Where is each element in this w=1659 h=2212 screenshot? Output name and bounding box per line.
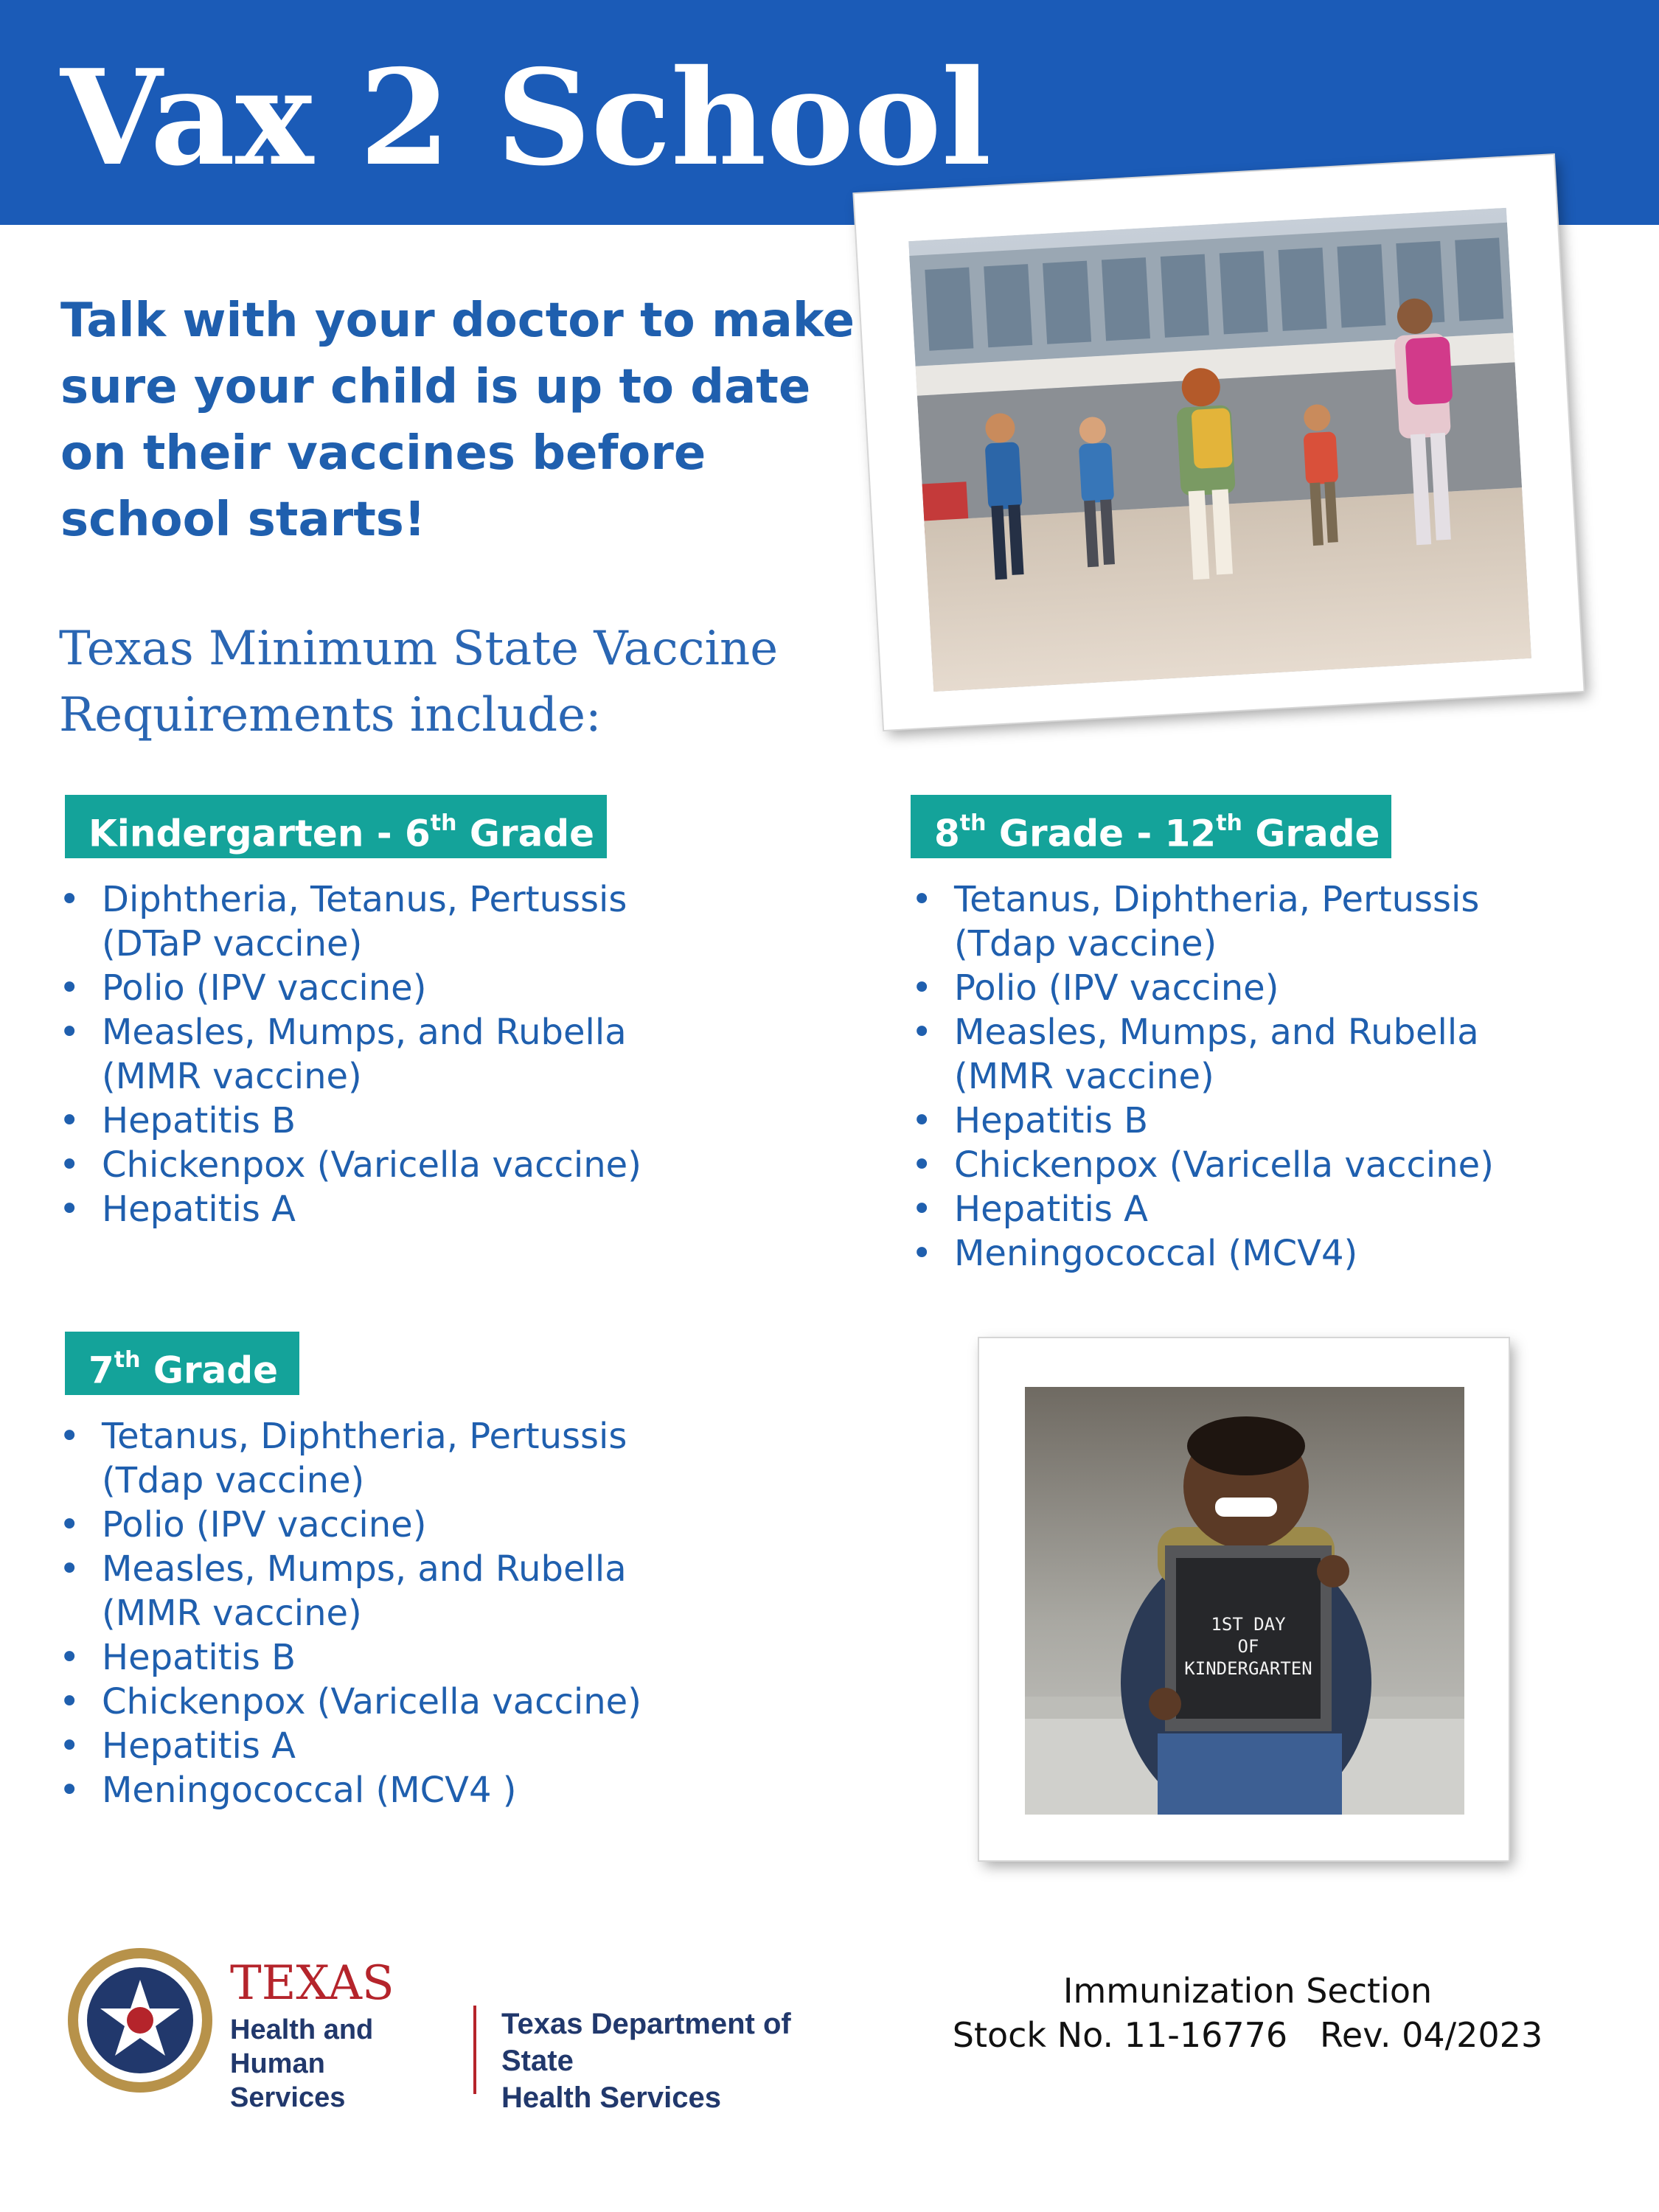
list-item: • Polio (IPV vaccine) — [59, 967, 427, 1009]
bullet-icon: • — [59, 1189, 80, 1230]
list-item: • Polio (IPV vaccine) — [911, 967, 1279, 1009]
requirements-heading: Texas Minimum State Vaccine Requirements include: — [59, 622, 779, 742]
photo-students-running — [908, 208, 1531, 692]
sign-line2: OF — [1237, 1636, 1259, 1657]
bullet-icon: • — [59, 1012, 80, 1053]
list-item: • Hepatitis B — [59, 1100, 296, 1141]
bullet-icon: • — [59, 1100, 80, 1141]
footer-info — [901, 1969, 1594, 2057]
sign-line1: 1ST DAY — [1211, 1614, 1286, 1635]
bullet-icon: • — [59, 967, 80, 1009]
list-item: • Chickenpox (Varicella vaccine) — [59, 1681, 641, 1722]
list-item: • Tetanus, Diphtheria, Pertussis (Tdap vaccine) — [911, 879, 1480, 964]
list-item: • Polio (IPV vaccine) — [59, 1504, 427, 1545]
bullet-icon: • — [59, 1681, 80, 1722]
footer-logos — [66, 1939, 863, 2114]
list-item: • Hepatitis A — [911, 1189, 1148, 1230]
logo-dshs-text: Texas Department of State Health Services — [501, 2008, 791, 2114]
list-item: • Hepatitis B — [911, 1100, 1149, 1141]
list-item: • Diphtheria, Tetanus, Pertussis (DTaP vaccine) — [59, 879, 627, 964]
bullet-icon: • — [59, 1416, 80, 1457]
photo-kindergartener-frame — [979, 1338, 1509, 1860]
sign-line3: KINDERGARTEN — [1184, 1658, 1312, 1679]
list-8th-12th — [911, 877, 1575, 1276]
bullet-icon: • — [59, 1548, 80, 1590]
badge-8th-12th: 8th Grade - 12th Grade — [911, 795, 1391, 858]
bullet-icon: • — [59, 1770, 80, 1811]
logo-texas-text: TEXAS — [230, 1956, 394, 2011]
bullet-icon: • — [911, 1189, 933, 1230]
bullet-icon: • — [911, 967, 933, 1009]
intro-text: Talk with your doctor to make sure your child is up to date on their vaccines before school starts! — [60, 293, 855, 547]
photo-students-frame — [854, 155, 1583, 730]
bullet-icon: • — [911, 1100, 933, 1141]
bullet-icon: • — [59, 1504, 80, 1545]
bullet-icon: • — [911, 1144, 933, 1186]
page-title: Vax 2 School — [60, 41, 992, 195]
list-item: • Hepatitis A — [59, 1725, 296, 1767]
list-item: • Meningococcal (MCV4 ) — [59, 1770, 517, 1811]
list-7th — [59, 1414, 723, 1812]
badge-7th: 7th Grade — [65, 1332, 299, 1395]
list-item: • Measles, Mumps, and Rubella (MMR vaccine) — [59, 1012, 627, 1097]
bullet-icon: • — [59, 879, 80, 920]
list-item: • Chickenpox (Varicella vaccine) — [911, 1144, 1494, 1186]
list-item: • Meningococcal (MCV4) — [911, 1233, 1358, 1274]
bullet-icon: • — [59, 1725, 80, 1767]
bullet-icon: • — [59, 1637, 80, 1678]
bullet-icon: • — [911, 1012, 933, 1053]
list-item: • Hepatitis B — [59, 1637, 296, 1678]
list-item: • Hepatitis A — [59, 1189, 296, 1230]
list-item: • Measles, Mumps, and Rubella (MMR vaccine) — [59, 1548, 627, 1634]
list-item: • Measles, Mumps, and Rubella (MMR vaccine) — [911, 1012, 1479, 1097]
badge-kindergarten-6th: Kindergarten - 6th Grade — [65, 795, 607, 858]
bullet-icon: • — [59, 1144, 80, 1186]
list-item: • Tetanus, Diphtheria, Pertussis (Tdap vaccine) — [59, 1416, 627, 1501]
list-item: • Chickenpox (Varicella vaccine) — [59, 1144, 641, 1186]
photo-kindergartener — [1025, 1387, 1464, 1815]
logo-hhs-text: Health and Human Services — [230, 2014, 374, 2113]
bullet-icon: • — [911, 879, 933, 920]
list-kindergarten-6th — [59, 877, 723, 1231]
bullet-icon: • — [911, 1233, 933, 1274]
texas-hhs-seal-icon — [66, 1947, 214, 2094]
footer-stock: Stock No. 11-16776 Rev. 04/2023 — [952, 2015, 1543, 2055]
logo-divider — [473, 2006, 476, 2094]
footer-section: Immunization Section — [1062, 1971, 1433, 2011]
